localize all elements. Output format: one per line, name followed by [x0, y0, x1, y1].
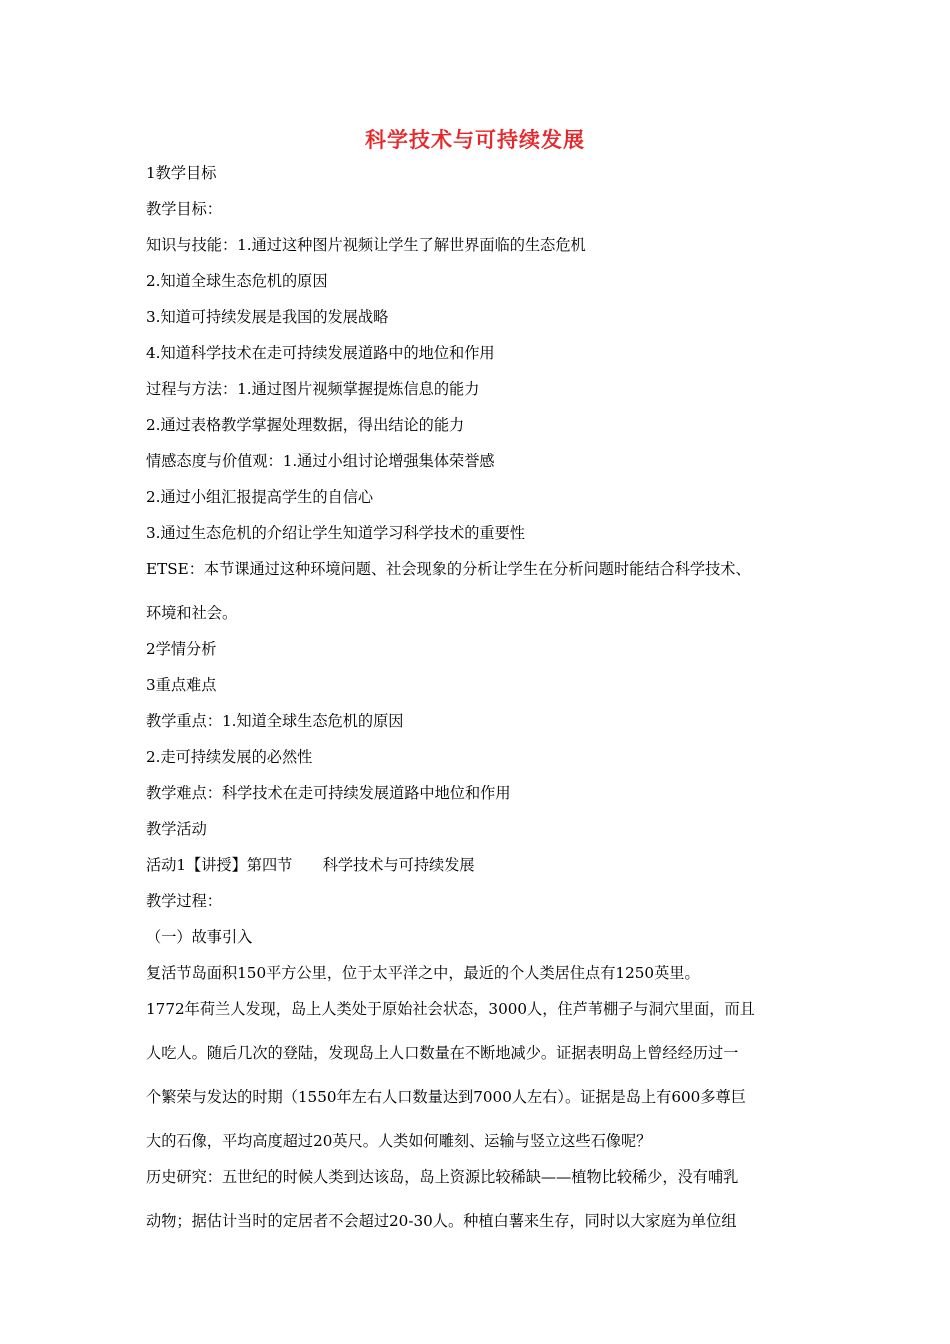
- paragraph-line: 教学难点：科学技术在走可持续发展道路中地位和作用: [146, 784, 511, 802]
- paragraph-line: 复活节岛面积150平方公里，位于太平洋之中，最近的个人类居住点有1250英里。: [146, 964, 700, 982]
- paragraph-line: 教学活动: [146, 820, 207, 838]
- paragraph-line: 人吃人。随后几次的登陆，发现岛上人口数量在不断地减少。证据表明岛上曾经经历过一: [146, 1044, 739, 1062]
- paragraph-line: 2.通过小组汇报提高学生的自信心: [146, 488, 374, 506]
- paragraph-line: 教学过程：: [146, 892, 222, 910]
- paragraph-line: （一）故事引入: [146, 928, 253, 946]
- paragraph-line: 3.通过生态危机的介绍让学生知道学习科学技术的重要性: [146, 524, 525, 542]
- paragraph-line: 知识与技能：1.通过这种图片视频让学生了解世界面临的生态危机: [146, 236, 586, 254]
- paragraph-line: 教学目标：: [146, 200, 222, 218]
- paragraph-line: 1教学目标: [146, 164, 217, 182]
- paragraph-line: 2.走可持续发展的必然性: [146, 748, 313, 766]
- paragraph-line: 1772年荷兰人发现，岛上人类处于原始社会状态，3000人，住芦苇棚子与洞穴里面，而且: [146, 1000, 755, 1018]
- paragraph-line: 动物；据估计当时的定居者不会超过20-30人。种植白薯来生存，同时以大家庭为单位组: [146, 1212, 737, 1230]
- section-heading: 2学情分析: [146, 640, 217, 658]
- paragraph-line: 大的石像，平均高度超过20英尺。人类如何雕刻、运输与竖立这些石像呢？: [146, 1132, 652, 1150]
- paragraph-line: 3.知道可持续发展是我国的发展战略: [146, 308, 389, 326]
- paragraph-line: 过程与方法：1.通过图片视频掌握提炼信息的能力: [146, 380, 480, 398]
- paragraph-line: ETSE：本节课通过这种环境问题、社会现象的分析让学生在分析问题时能结合科学技术、: [146, 560, 751, 578]
- paragraph-line: 环境和社会。: [146, 604, 238, 622]
- section-heading: 3重点难点: [146, 676, 217, 694]
- paragraph-line: 2.知道全球生态危机的原因: [146, 272, 328, 290]
- paragraph-line: 4.知道科学技术在走可持续发展道路中的地位和作用: [146, 344, 495, 362]
- paragraph-line: 教学重点：1.知道全球生态危机的原因: [146, 712, 404, 730]
- document-body: [146, 160, 810, 1244]
- document-title: 科学技术与可持续发展: [365, 128, 585, 152]
- paragraph-line: 个繁荣与发达的时期（1550年左右人口数量达到7000人左右）。证据是岛上有600多尊巨: [146, 1088, 746, 1106]
- paragraph-line: 2.通过表格教学掌握处理数据，得出结论的能力: [146, 416, 465, 434]
- paragraph-line: 情感态度与价值观：1.通过小组讨论增强集体荣誉感: [146, 452, 495, 470]
- paragraph-line: 活动1【讲授】第四节 科学技术与可持续发展: [146, 856, 475, 874]
- paragraph-line: 历史研究：五世纪的时候人类到达该岛，岛上资源比较稀缺——植物比较稀少，没有哺乳: [146, 1168, 739, 1186]
